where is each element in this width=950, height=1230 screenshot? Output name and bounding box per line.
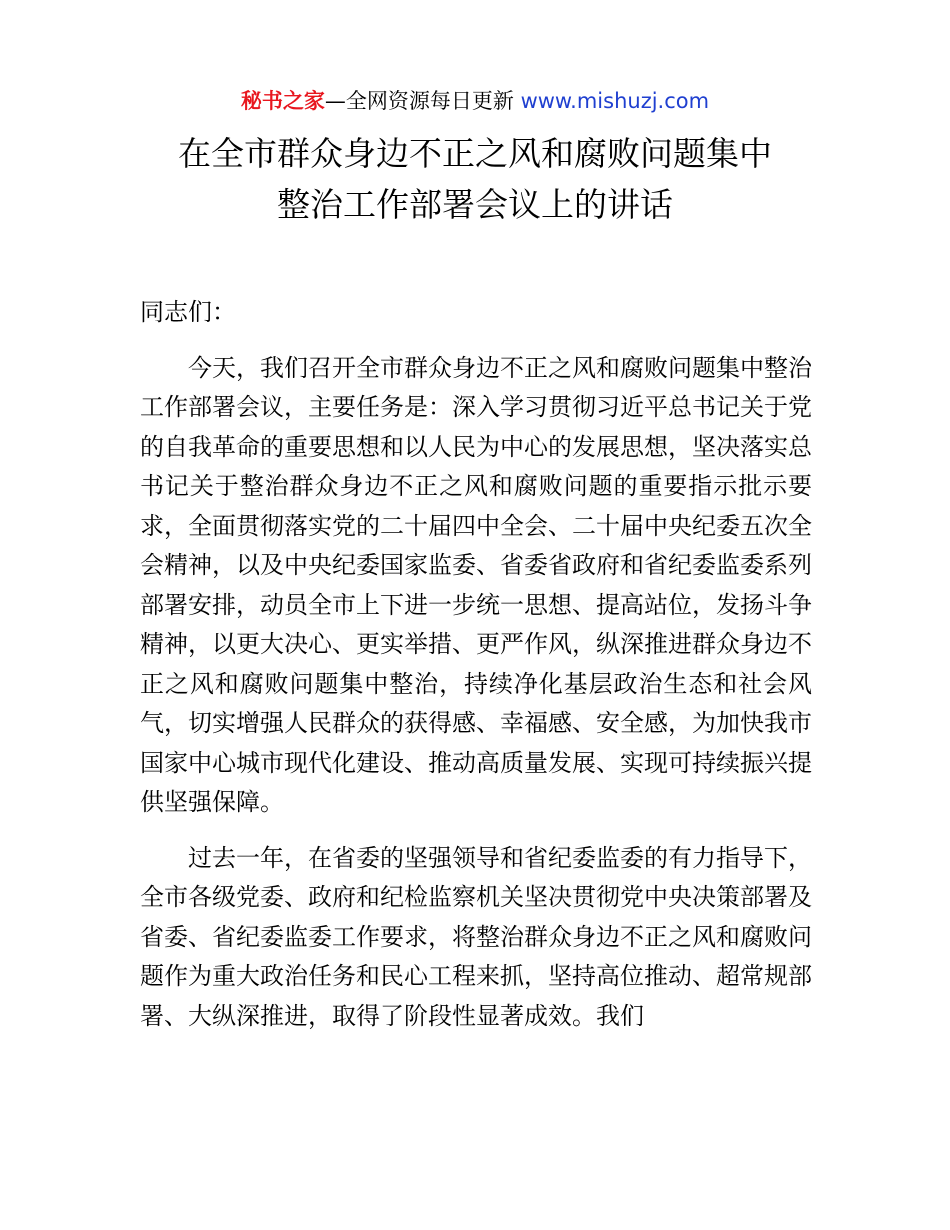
title-line-1: 在全市群众身边不正之风和腐败问题集中 <box>178 134 772 173</box>
document-title <box>0 128 950 230</box>
title-line-2: 整治工作部署会议上的讲话 <box>277 185 673 224</box>
body-paragraph: 今天，我们召开全市群众身边不正之风和腐败问题集中整治工作部署会议，主要任务是：深入学习贯彻习近平总书记关于党的自我革命的重要思想和以人民为中心的发展思想，坚决落实总书记关于整治群众身边不正之风和腐败问题的重要指示批示要求，全面贯彻落实党的二十届四中全会、二十届中央纪委五次全会精神，以及中央纪委国家监委、省委省政府和省纪委监委系列部署安排，动员全市上下进一步统一思想、提高站位，发扬斗争精神，以更大决心、更实举措、更严作风，纵深推进群众身边不正之风和腐败问题集中整治，持续净化基层政治生态和社会风气，切实增强人民群众的获得感、幸福感、安全感，为加快我市国家中心城市现代化建设、推动高质量发展、实现可持续振兴提供坚强保障。 <box>140 353 812 816</box>
body-paragraph: 过去一年，在省委的坚强领导和省纪委监委的有力指导下，全市各级党委、政府和纪检监察机关坚决贯彻党中央决策部署及省委、省纪委监委工作要求，将整治群众身边不正之风和腐败问题作为重大政治任务和民心工程来抓，坚持高位推动、超常规部署、大纵深推进，取得了阶段性显著成效。我们 <box>140 843 812 1030</box>
site-header <box>0 86 950 116</box>
site-tagline: —全网资源每日更新 <box>324 89 521 113</box>
salutation: 同志们： <box>140 298 236 326</box>
document-body <box>140 293 812 1052</box>
site-url-link[interactable]: www.mishuzj.com <box>520 89 710 113</box>
site-brand: 秘书之家 <box>240 89 325 113</box>
